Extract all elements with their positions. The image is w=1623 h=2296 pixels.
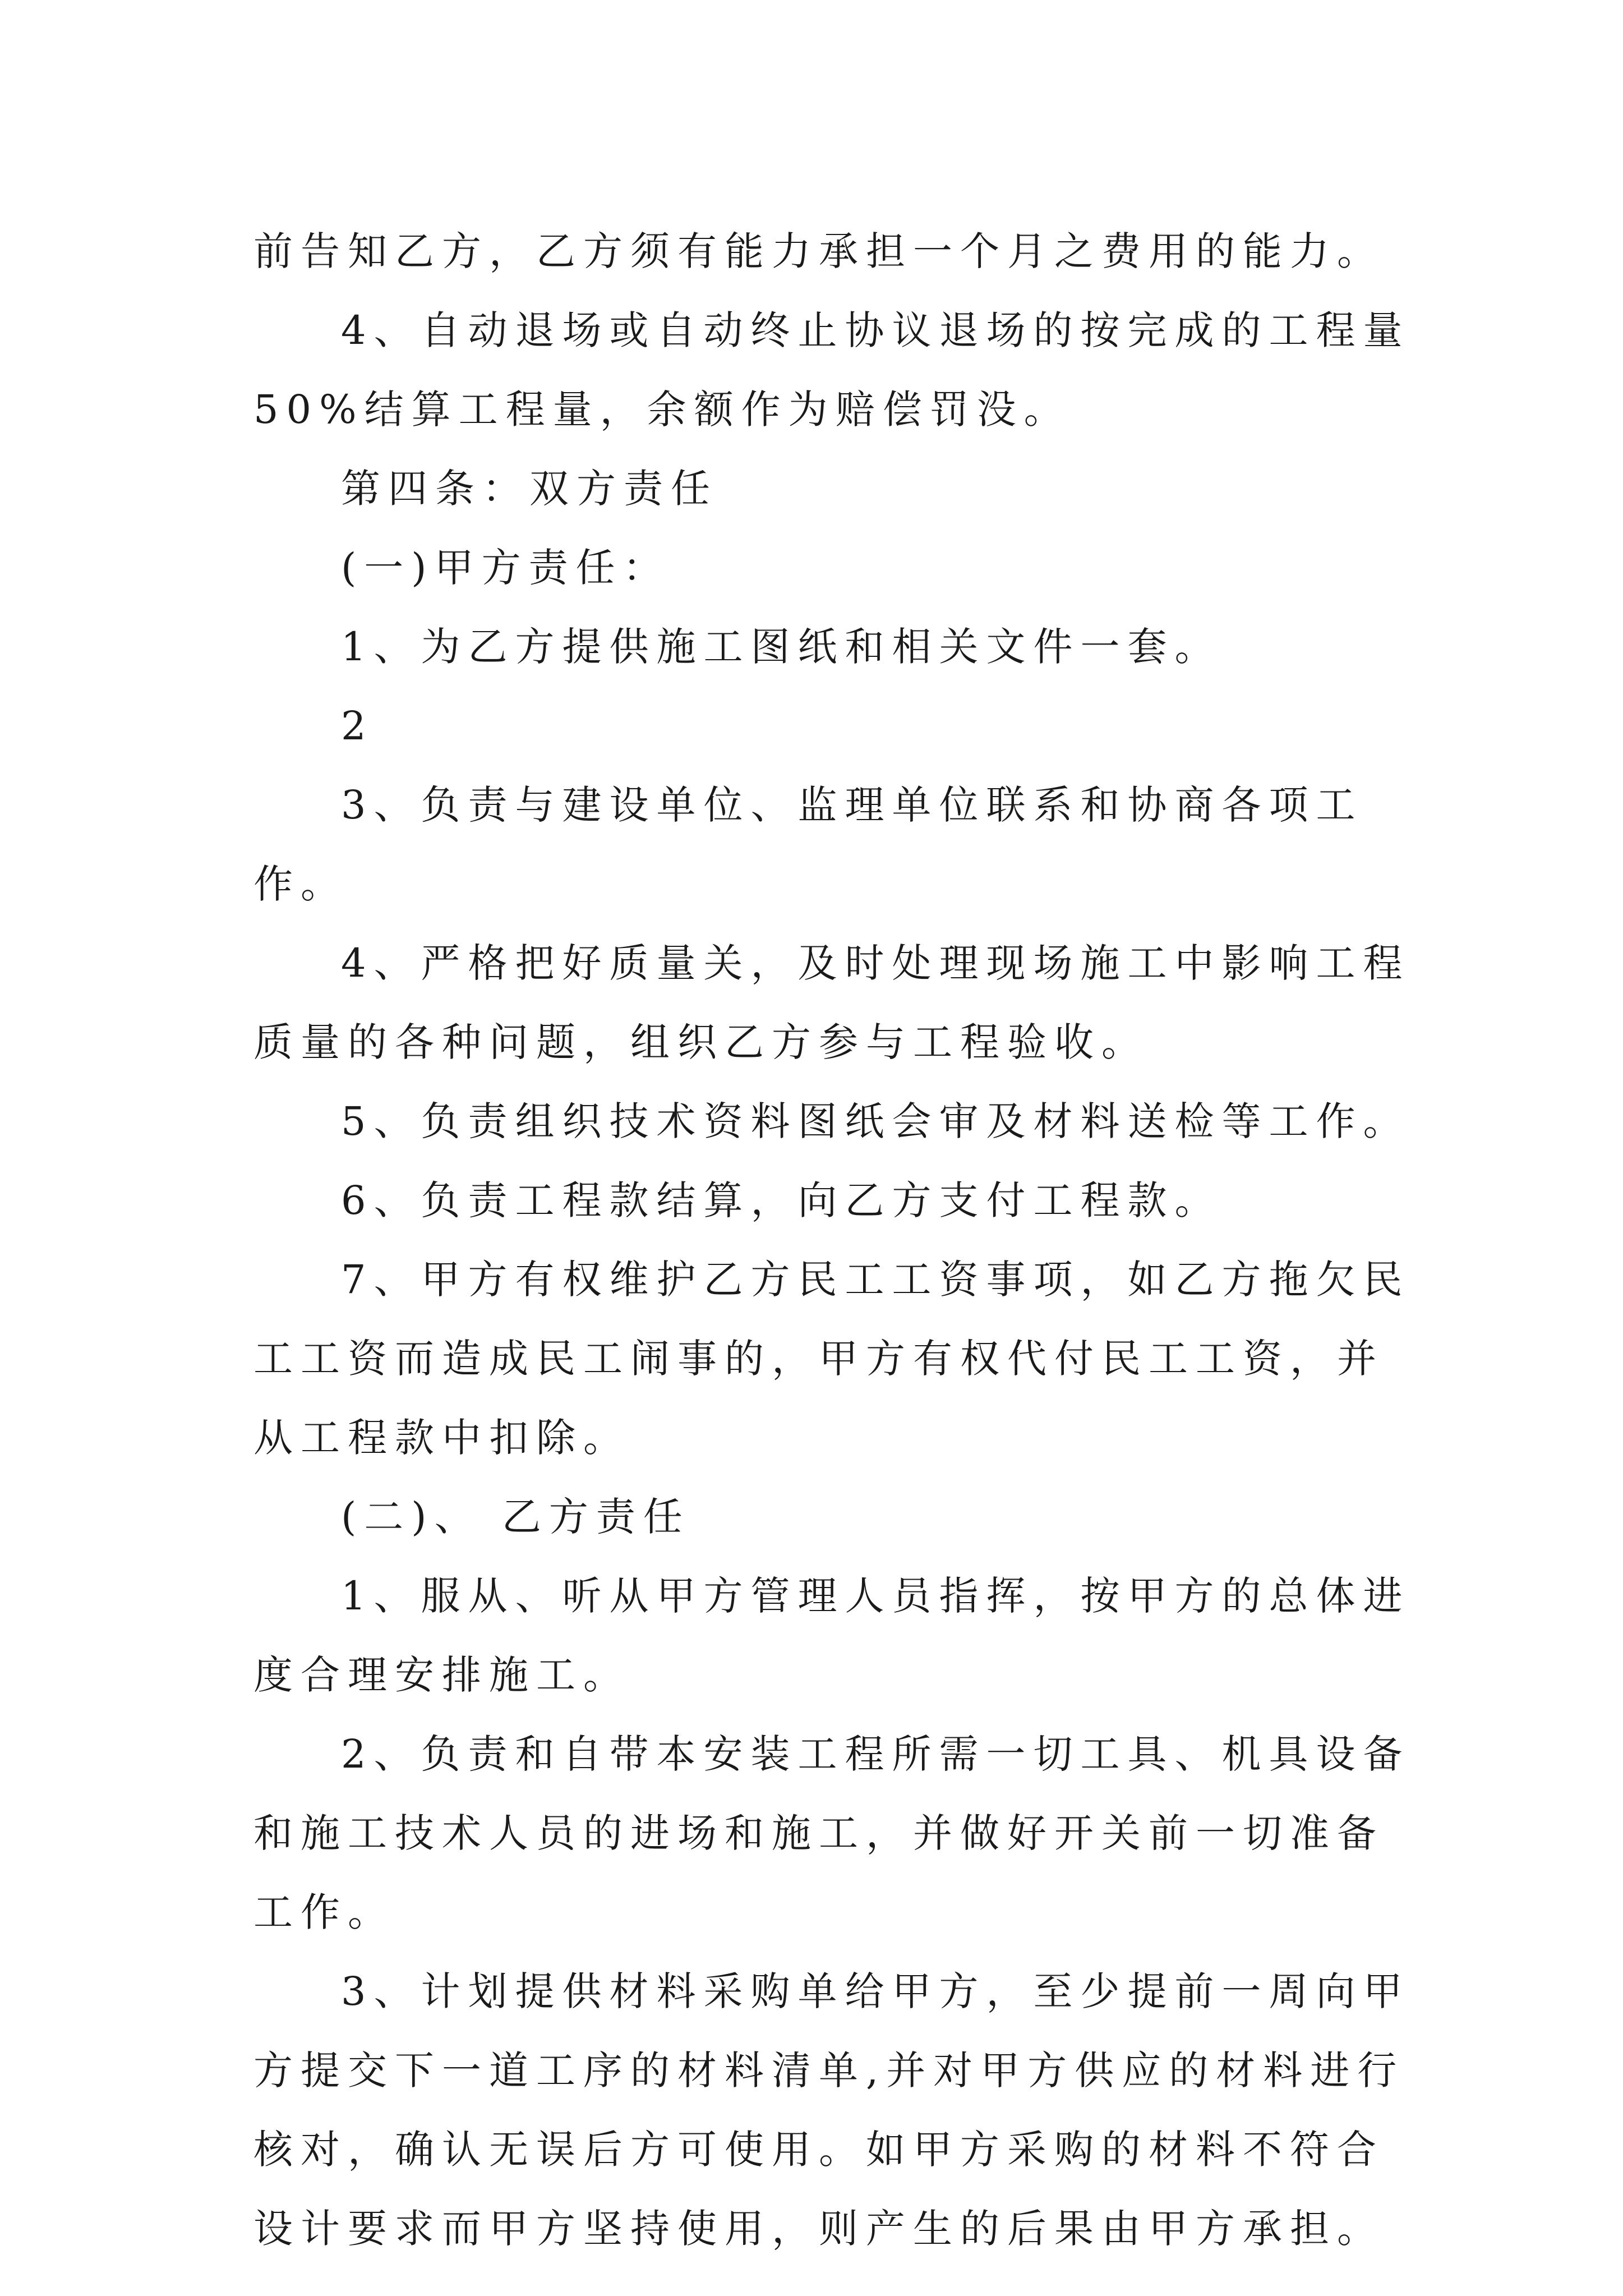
- paragraph-party-a-item-7: 7、甲方有权维护乙方民工工资事项，如乙方拖欠民工工资而造成民工闹事的，甲方有权代付民工工资，并从工程款中扣除。: [253, 1257, 1410, 1461]
- paragraph-party-b-item-3: 3、计划提供材料采购单给甲方，至少提前一周向甲方提交下一道工序的材料清单,并对甲方供应的材料进行核对，确认无误后方可使用。如甲方采购的材料不符合设计要求而甲方坚持使用，则产生的后果由甲方承担。: [253, 1968, 1410, 2252]
- paragraph-party-a-item-4: 4、严格把好质量关，及时处理现场施工中影响工程质量的各种问题，组织乙方参与工程验收。: [253, 940, 1410, 1065]
- paragraph-clause-4-exit-settlement: 4、自动退场或自动终止协议退场的按完成的工程量50%结算工程量，余额作为赔偿罚没。: [253, 307, 1410, 432]
- subsection-heading-party-b: (二)、 乙方责任: [341, 1494, 690, 1540]
- paragraph-party-a-item-5: 5、负责组织技术资料图纸会审及材料送检等工作。: [341, 1098, 1410, 1144]
- paragraph-party-a-item-6: 6、负责工程款结算，向乙方支付工程款。: [341, 1177, 1222, 1223]
- paragraph-continuation: 前告知乙方，乙方须有能力承担一个月之费用的能力。: [253, 228, 1384, 274]
- paragraph-party-a-item-2: 2: [341, 703, 374, 749]
- section-heading-article-4: 第四条：双方责任: [341, 466, 718, 512]
- subsection-heading-party-a: (一)甲方责任：: [341, 545, 670, 591]
- paragraph-party-a-item-3: 3、负责与建设单位、监理单位联系和协商各项工作。: [253, 782, 1363, 907]
- document-body: [253, 212, 1414, 2269]
- paragraph-party-a-item-1: 1、为乙方提供施工图纸和相关文件一套。: [341, 624, 1222, 670]
- paragraph-party-b-item-2: 2、负责和自带本安装工程所需一切工具、机具设备和施工技术人员的进场和施工，并做好开关前一切准备工作。: [253, 1731, 1410, 1935]
- paragraph-party-b-item-1: 1、服从、听从甲方管理人员指挥，按甲方的总体进度合理安排施工。: [253, 1573, 1410, 1698]
